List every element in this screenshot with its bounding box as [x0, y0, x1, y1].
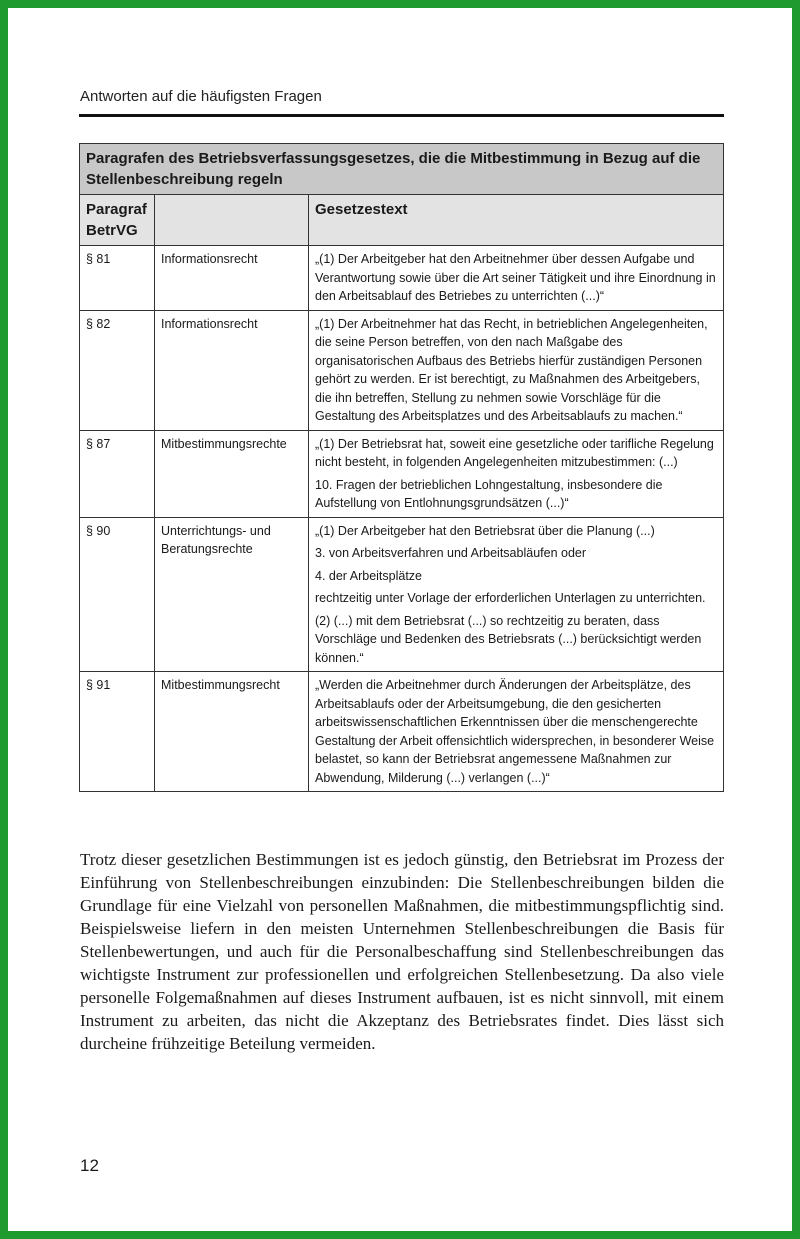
law-text-cell: [309, 430, 724, 517]
header-rule: [79, 114, 724, 117]
law-text-line: 3. von Arbeitsverfahren und Arbeitsabläufen oder: [315, 546, 587, 560]
law-table: [79, 143, 724, 792]
law-text-line: „Werden die Arbeitnehmer durch Änderungen der Arbeitsplätze, des Arbeitsablaufs oder der Arbeitsumgebung, die den gesicherten arbeitswissenschaftlichen Erkenntnissen über die menschengerechte Gestaltung der Arbeit offensichtlich widersprechen, in besonderer Weise belastet, so kann der Betriebsrat angemessene Maßnahmen zur Abwendung, Milderung (...) verlangen (...)“: [315, 678, 715, 785]
law-text-line: 4. der Arbeitsplätze: [315, 568, 423, 583]
paragraph-cell: § 90: [80, 517, 155, 672]
paragraph-cell: § 87: [80, 430, 155, 517]
law-text-line: „(1) Der Arbeitnehmer hat das Recht, in betrieblichen Angelegenheiten, die seine Person betreffen, von den nach Maßgabe des organisatorischen Aufbaus des Betriebs hierfür zuständigen Personen gehört zu werden. Er ist berechtigt, zu Maßnahmen des Arbeitgebers, die ihn betreffen, Stellung zu nehmen sowie Vorschläge für die Gestaltung des Arbeitsplatzes und des Arbeitsablaufs zu machen.“: [315, 316, 708, 423]
table-row: [80, 246, 724, 311]
topic-cell: Informationsrecht: [155, 246, 309, 311]
page-number: 12: [80, 1156, 99, 1175]
law-text-line: „(1) Der Arbeitgeber hat den Arbeitnehmer über dessen Aufgabe und Verantwortung sowie über die Art seiner Tätigkeit und ihre Einordnung in den Arbeitsablauf des Betriebes zu unterrichten (...)“: [315, 252, 716, 303]
topic-cell: Mitbestimmungsrecht: [155, 672, 309, 792]
law-text-line: rechtzeitig unter Vorlage der erforderlichen Unterlagen zu unterrichten.: [315, 591, 706, 605]
topic-cell: Unterrichtungs- und Beratungsrechte: [155, 517, 309, 672]
topic-cell: Informationsrecht: [155, 310, 309, 430]
header-topic: [155, 195, 309, 246]
table-row: [80, 430, 724, 517]
paragraph-cell: § 82: [80, 310, 155, 430]
law-text-cell: [309, 517, 724, 672]
law-text-cell: [309, 246, 724, 311]
law-text-line: „(1) Der Arbeitgeber hat den Betriebsrat über die Planung (...): [315, 523, 655, 538]
page: [8, 8, 792, 1231]
table-row: [80, 672, 724, 792]
header-law-text: Gesetzestext: [309, 195, 724, 246]
law-text-line: (2) (...) mit dem Betriebsrat (...) so rechtzeitig zu beraten, dass Vorschläge und Bedenken des Betriebsrats (...) berücksichtigt werden können.“: [315, 613, 702, 665]
body-paragraph: Trotz dieser gesetzlichen Bestimmungen ist es jedoch günstig, den Betriebsrat im Prozess der Einführung von Stellenbeschreibungen einzubinden: Die Stellenbeschreibungen bilden die Grundlage für eine Vielzahl von personellen Maßnahmen, die mitbestimmungspflichtig sind. Beispielsweise liefern in den meisten Unternehmen Stellenbeschreibungen die Basis für Stellenbewertungen, und auch für die Personalbeschaffung sind Stellenbeschreibungen das wichtigste Instrument zur professionellen und erfolgreichen Stellenbesetzung. Da also viele personelle Folgemaßnahmen auf dieses Instrument aufbauen, ist es nicht sinnvoll, mit einem Instrument zu arbeiten, das nicht die Akzeptanz des Betriebsrates findet. Dies lässt sich durcheine frühzeitige Beteilung vermeiden.: [80, 850, 724, 1053]
header-paragraph: Paragraf BetrVG: [80, 195, 155, 246]
paragraph-cell: § 81: [80, 246, 155, 311]
law-text-cell: [309, 672, 724, 792]
topic-cell: Mitbestimmungsrechte: [155, 430, 309, 517]
table-row: [80, 310, 724, 430]
paragraph-cell: § 91: [80, 672, 155, 792]
law-text-cell: [309, 310, 724, 430]
law-text-line: „(1) Der Betriebsrat hat, soweit eine gesetzliche oder tarifliche Regelung nicht besteht, in folgenden Angelegenheiten mitzubestimmen: (...): [315, 436, 714, 469]
running-head: Antworten auf die häufigsten Fragen: [80, 88, 322, 105]
law-text-line: 10. Fragen der betrieblichen Lohngestaltung, insbesondere die Aufstellung von Entlohnungsgrundsätzen (...)“: [315, 477, 663, 510]
table-row: [80, 517, 724, 672]
table-caption: Paragrafen des Betriebsverfassungsgesetzes, die die Mitbestimmung in Bezug auf die Stellenbeschreibung regeln: [80, 144, 724, 195]
